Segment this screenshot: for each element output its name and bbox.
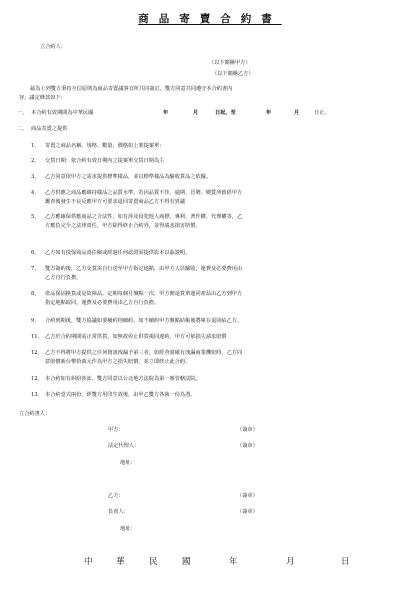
item-number: 3、 — [31, 174, 40, 180]
item-number: 5、 — [31, 214, 40, 220]
clause-1-year2: 年 — [266, 110, 272, 116]
item-text: 雙方簽約後，乙方交貨需自行送至甲方指定地點，由甲方人員驗收，運費及必要費用由 — [45, 266, 243, 272]
party-b-rep-seal: （簽章） — [237, 509, 258, 515]
party-a-addr-label: 地址： — [120, 460, 136, 466]
intro-line-2: 容，議定條款如下： — [19, 95, 66, 101]
item-number: 12、 — [31, 350, 43, 356]
item-number: 6、 — [31, 250, 40, 256]
item-text: 合約到期後，雙方協議如要續約則續約，如不續約甲方盤點結帳後將庫存退回給乙方。 — [45, 318, 243, 324]
item-text: 乙方供應之商品應維持樣品之品質水準，若因品質不佳、逾期、冒牌、變質所致經甲方 — [45, 190, 243, 196]
intro-line-1: 茲為上列雙方秉持互信原則為商品寄賣議事宜所共同簽訂，雙方同意共同遵守本合約書內 — [30, 86, 233, 92]
clause-2-text: 商品寄賣之提供 — [31, 126, 68, 132]
item-text: 乙方如有投保商品責任險或經過任何認證需提供影本以茲證明。 — [45, 250, 191, 256]
item-text: 交貨日期：依合約有效日期內之提案單交貨日期為主 — [45, 158, 165, 164]
item-text: 乙方應確保供應商品之合法性，如有涉及侵犯他人商標、專利、著作權、代理權等，乙 — [45, 214, 243, 220]
party-b-label: 乙方： — [108, 493, 124, 499]
item-number: 2、 — [31, 158, 40, 164]
party-a-rep-label: 法定代理人： — [108, 443, 140, 449]
clause-1-num: 一、 — [17, 110, 28, 116]
item-text: 乙方於合約期間需正常供貨，如無故停止供貨視同違約，甲方可依損失請求賠償 — [45, 334, 227, 340]
date-char-2: 華 — [116, 557, 125, 567]
clause-1-text: 本合約有效期間為中華民國 — [31, 110, 94, 116]
item-text-cont: 意賠償新台幣拾萬元作為甲方之損失賠償，並立即終止此合約。 — [45, 359, 191, 365]
date-year: 年 — [229, 557, 238, 567]
party-b-tag: （以下簡稱乙方） — [212, 71, 254, 77]
item-text: 本合約壹式兩份，經雙方用印生效後，由甲乙雙方各執一份為憑。 — [45, 392, 196, 398]
item-text: 本合約如有糾紛涉訟，雙方同意以台北地方法院為第一審管轄法院。 — [45, 376, 201, 382]
item-number: 8、 — [31, 291, 40, 297]
clause-2-num: 二、 — [17, 126, 28, 132]
item-text: 乙方同意依甲方之需求提供標準樣品，並以標準樣品為驗收貨品之依據。 — [45, 174, 212, 180]
party-a-seal: （簽章） — [237, 427, 258, 433]
item-number: 1、 — [31, 143, 40, 149]
party-a-rep-seal: （簽章） — [237, 443, 258, 449]
item-text-cont: 鑑查後發生不良反應甲方可要求退回寄賣商品乙方不得有異議 — [45, 199, 186, 205]
party-a-tag: （以下簡稱甲方） — [209, 60, 251, 66]
item-text: 產品保固換貨或是故障品，定期每個月盤點一次，甲方開退貨單連同產品由乙方到甲方 — [45, 291, 243, 297]
clause-1-from: 日起，至 — [215, 110, 236, 116]
date-month: 月 — [286, 557, 295, 567]
page-title: 商品寄賣合約書 — [138, 13, 282, 25]
party-b-addr-label: 地址： — [120, 526, 136, 532]
date-char-4: 國 — [182, 557, 191, 567]
date-char-3: 民 — [149, 557, 158, 567]
item-number: 4、 — [31, 190, 40, 196]
date-day: 日 — [341, 557, 350, 567]
item-text: 寄賣之商品名稱、規格、數量，價格如上架提案單： — [45, 143, 165, 149]
clause-1-year: 年 — [163, 110, 169, 116]
item-number: 9、 — [31, 318, 40, 324]
clause-1-month2: 月 — [294, 110, 300, 116]
item-number: 7、 — [31, 266, 40, 272]
party-a-label: 甲方： — [108, 427, 124, 433]
item-text-cont: 指定地點取回，運費及必要費用由乙方自行負擔。 — [45, 300, 160, 306]
item-number: 11、 — [31, 334, 43, 340]
item-text-cont: 方應負完全之法律責任，甲方除得終止合約外，並得請求損害賠償。 — [45, 223, 201, 229]
item-number: 12、 — [31, 376, 43, 382]
item-text: 乙方不得將甲方提供之任何資訊洩漏予第三者，如經查證確有洩漏商業機密時，乙方同 — [45, 350, 243, 356]
date-char-1: 中 — [84, 557, 93, 567]
party-b-seal: （簽章） — [237, 493, 258, 499]
item-text-cont: 乙方自行負擔。 — [45, 275, 82, 281]
parties-label: 立合約人： — [40, 44, 66, 50]
clause-1-to: 日止。 — [314, 110, 330, 116]
party-b-rep-label: 負責人： — [108, 509, 129, 515]
item-number: 13、 — [31, 392, 43, 398]
signers-label: 立合約書人： — [19, 411, 51, 417]
clause-1-month: 月 — [193, 110, 199, 116]
